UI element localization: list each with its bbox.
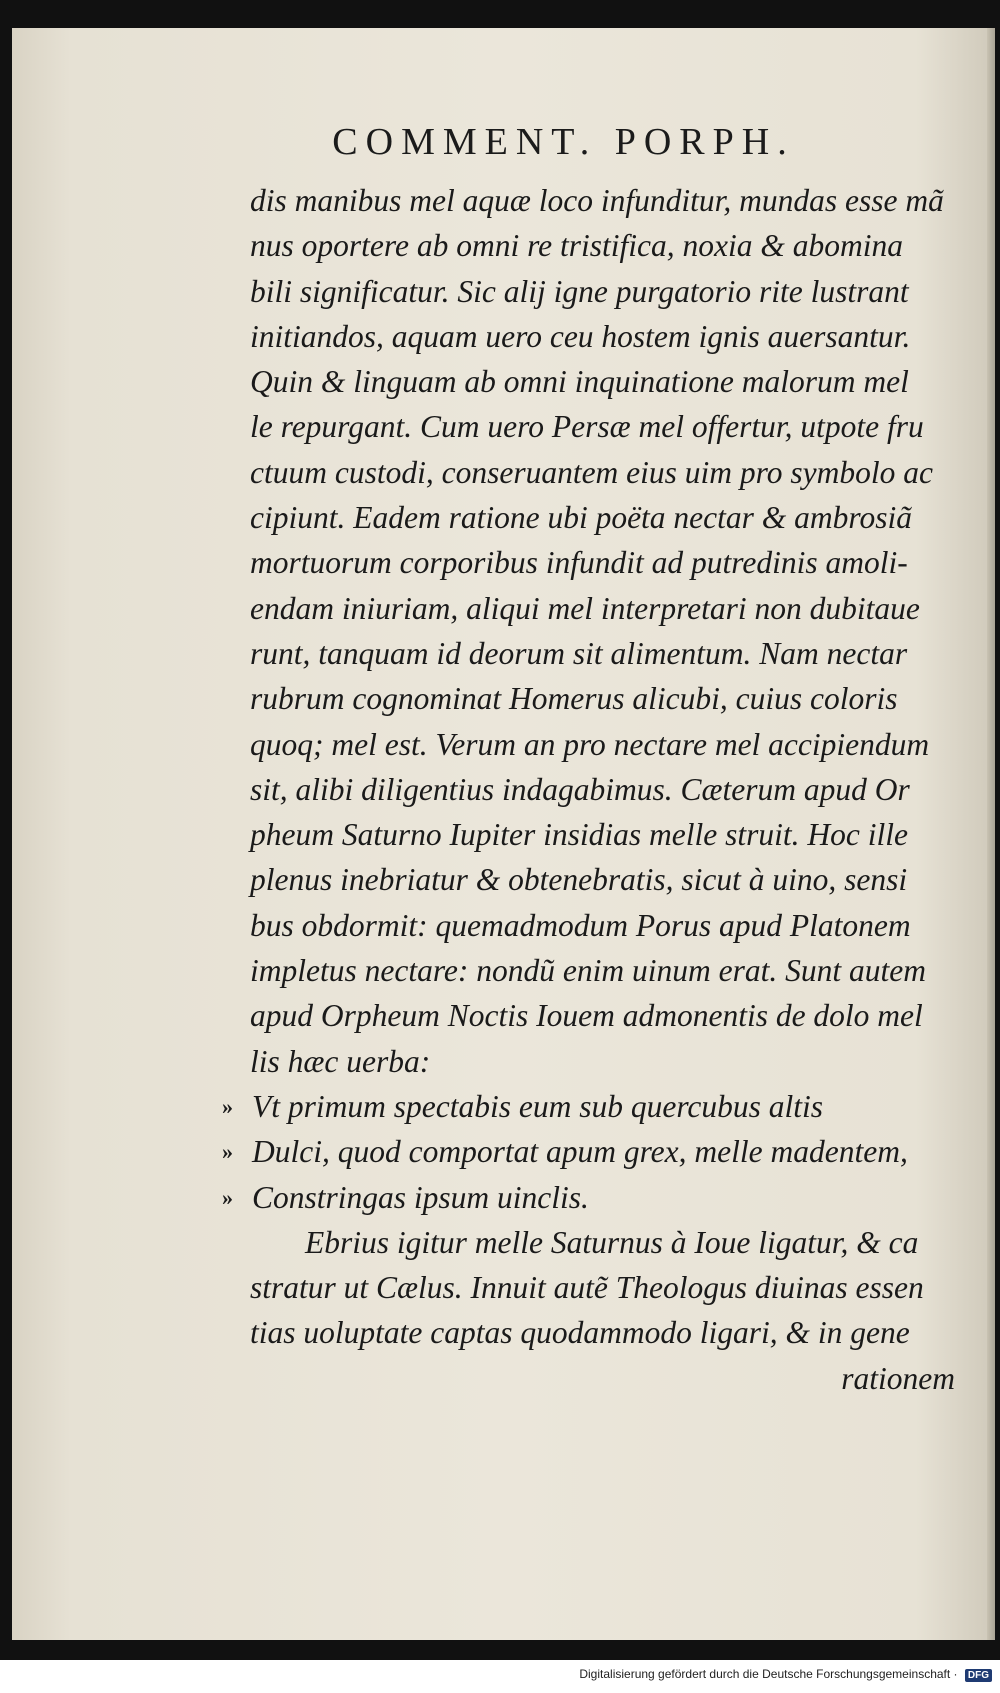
text-line: Ebrius igitur melle Saturnus à Ioue ligatur, & ca (305, 1224, 919, 1260)
text-line: impletus nectare: nondũ enim uinum erat. Sunt autem (250, 953, 926, 989)
text-line: tias uoluptate captas quodammodo ligari, & in gene (250, 1315, 910, 1351)
text-line: endam iniuriam, aliqui mel interpretari non dubitaue (250, 590, 920, 626)
text-line: cipiunt. Eadem ratione ubi poëta nectar & ambrosiã (250, 500, 913, 536)
text-line: plenus inebriatur & obtenebratis, sicut à uino, sensi (250, 862, 908, 898)
body-text (222, 178, 965, 1401)
text-line: dis manibus mel aquæ loco infunditur, mundas esse mã (250, 183, 944, 218)
verse-line (222, 1084, 965, 1129)
verse-line (222, 1129, 965, 1174)
text-line: initiandos, aquam uero ceu hostem ignis auersantur. (250, 318, 911, 354)
text-line: bili significatur. Sic alij igne purgatorio rite lustrant (250, 273, 909, 309)
text-line: nus oportere ab omni re tristifica, noxia & abomina (250, 228, 904, 264)
catchword: rationem (841, 1360, 955, 1396)
verse-quote-mark: » (222, 1139, 233, 1165)
verse-text: Constringas ipsum uinclis. (252, 1179, 589, 1215)
verse-text: Vt primum spectabis eum sub quercubus altis (252, 1088, 824, 1124)
verse-quote-mark: » (222, 1184, 233, 1210)
digitization-credit (0, 1667, 992, 1682)
text-line: mortuorum corporibus infundit ad putredinis amoli- (250, 545, 908, 581)
text-line: pheum Saturno Iupiter insidias melle struit. Hoc ille (250, 817, 908, 853)
text-line: Quin & linguam ab omni inquinatione malorum mel (250, 364, 909, 400)
verse-line (222, 1175, 965, 1220)
text-line: le repurgant. Cum uero Persæ mel offertur, utpote fru (250, 409, 924, 445)
text-line: apud Orpheum Noctis Iouem admonentis de dolo mel (250, 998, 923, 1034)
text-line: ctuum custodi, conseruantem eius uim pro symbolo ac (250, 454, 933, 490)
verse-text: Dulci, quod comportat apum grex, melle madentem, (252, 1134, 908, 1170)
text-line: stratur ut Cælus. Innuit autẽ Theologus diuinas essen (250, 1270, 924, 1306)
text-line: bus obdormit: quemadmodum Porus apud Platonem (250, 907, 911, 943)
text-line: lis hæc uerba: (250, 1043, 431, 1079)
verse-quote-mark: » (222, 1093, 233, 1119)
credit-text: Digitalisierung gefördert durch die Deutsche Forschungsgemeinschaft · (579, 1667, 958, 1681)
text-line: quoq; mel est. Verum an pro nectare mel accipiendum (250, 726, 930, 762)
text-line: rubrum cognominat Homerus alicubi, cuius coloris (250, 681, 898, 717)
book-page (12, 28, 995, 1640)
text-line: sit, alibi diligentius indagabimus. Cæterum apud Or (250, 771, 910, 807)
dfg-logo-icon: DFG (965, 1669, 992, 1682)
text-line: runt, tanquam id deorum sit alimentum. Nam nectar (250, 635, 908, 671)
page-edge (987, 28, 995, 1640)
running-head: COMMENT. PORPH. (332, 121, 795, 163)
